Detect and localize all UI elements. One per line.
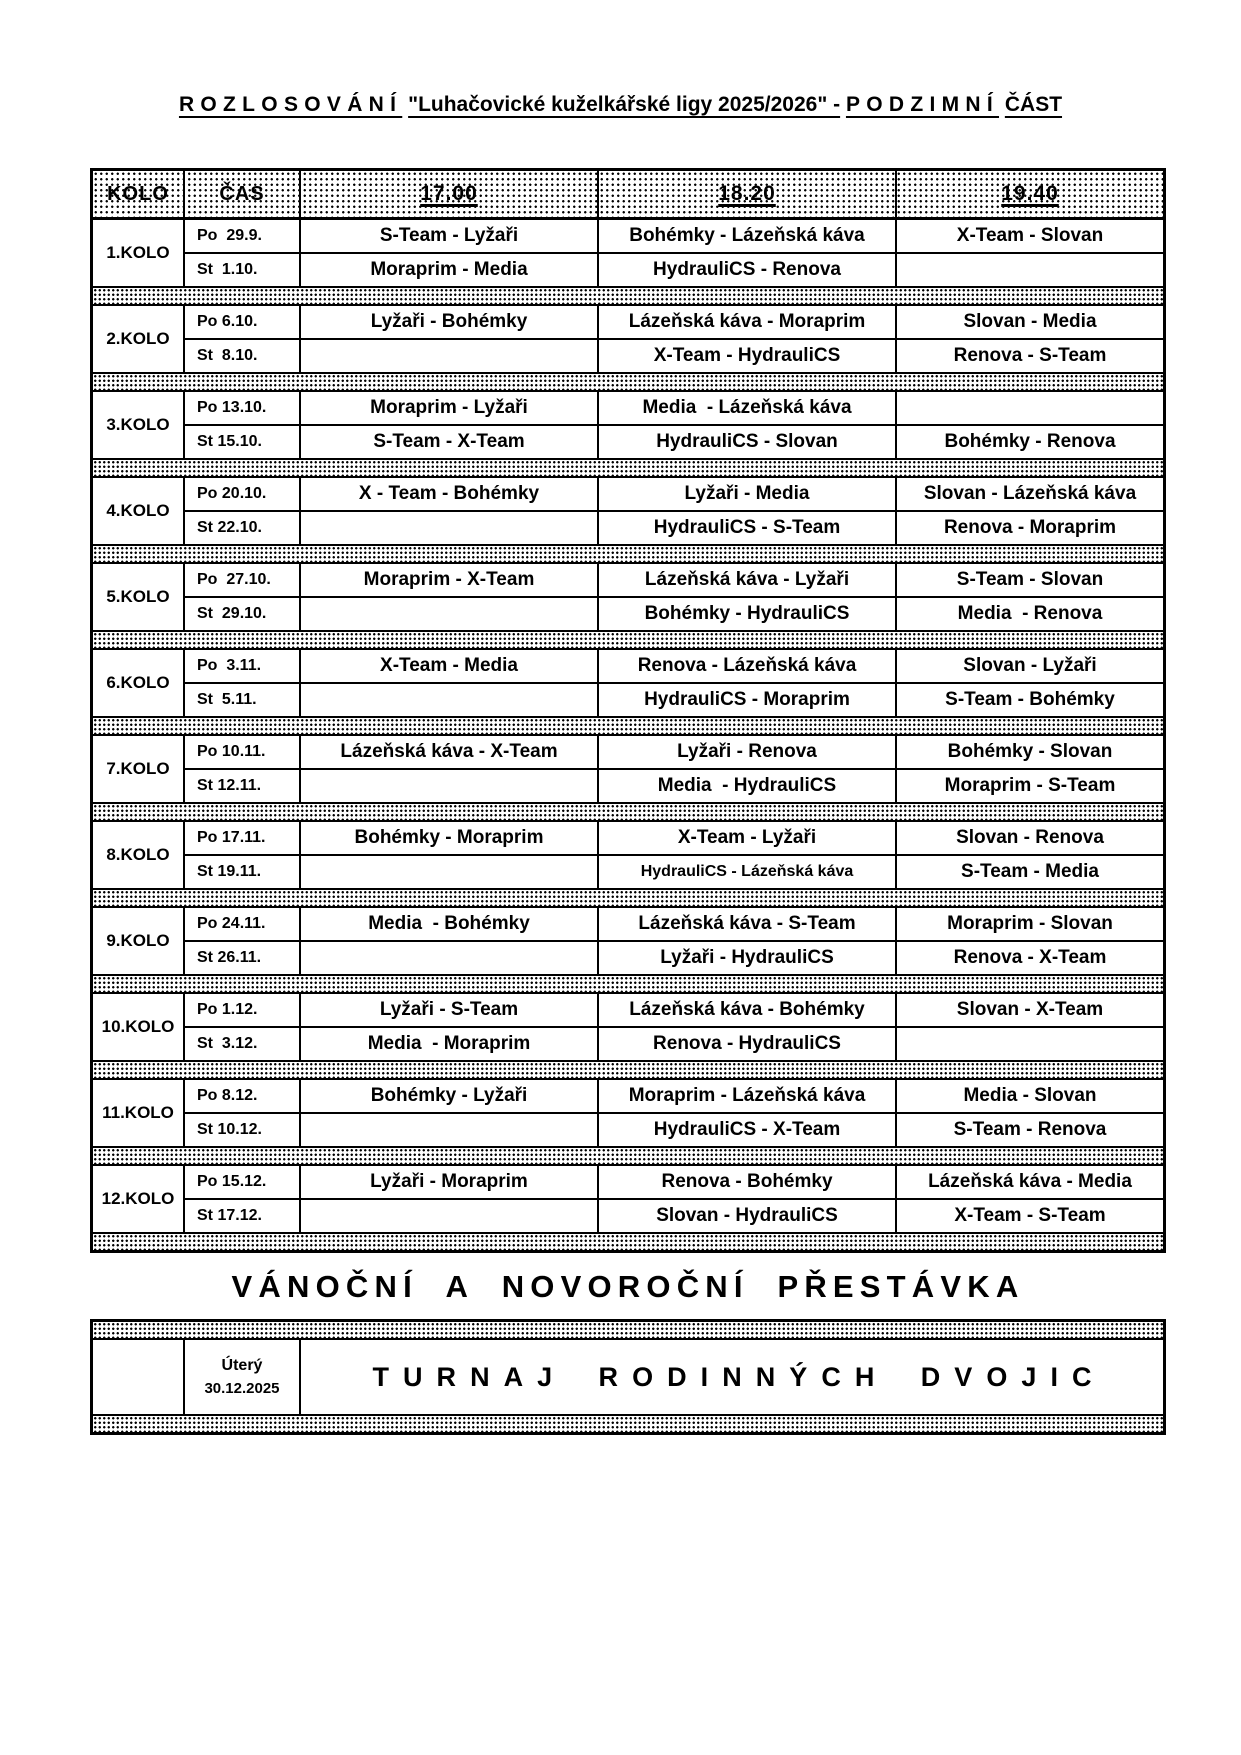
halftone-band [93, 458, 1163, 478]
match-cell: S-Team - Media [961, 861, 1099, 882]
round-label: 3.KOLO [93, 392, 185, 458]
header-cas-label: ČAS [219, 182, 265, 205]
empty-match-cell [301, 856, 599, 888]
round-grid [93, 822, 1163, 888]
empty-match-cell [897, 1028, 1163, 1060]
halftone-band [93, 1060, 1163, 1080]
header-cas [185, 171, 301, 217]
match-cell: HydrauliCS - Lázeňská káva [599, 856, 897, 888]
round-grid [93, 306, 1163, 372]
match-cell: Media - Slovan [897, 1080, 1163, 1114]
halftone-band [93, 544, 1163, 564]
match-cell: Lyžaři - HydrauliCS [599, 942, 897, 974]
match-cell: Lázeňská káva - X-Team [301, 736, 599, 770]
header-kolo-label: KOLO [107, 182, 169, 205]
date-cell: Po 13.10. [185, 392, 301, 426]
round-block [93, 1080, 1163, 1166]
break-heading: VÁNOČNÍ A NOVOROČNÍ PŘESTÁVKA [231, 1269, 1025, 1304]
date-cell: St 22.10. [185, 512, 301, 544]
slot-label: 17.00 [420, 182, 478, 205]
match-cell: Lyžaři - Moraprim [301, 1166, 599, 1200]
round-block [93, 220, 1163, 306]
empty-match-cell [897, 254, 1163, 286]
date-cell: Po 1.12. [185, 994, 301, 1028]
match-cell: Moraprim - X-Team [301, 564, 599, 598]
match-cell: Moraprim - S-Team [944, 775, 1116, 796]
round-block [93, 650, 1163, 736]
round-label: 11.KOLO [93, 1080, 185, 1146]
halftone-band [93, 802, 1163, 822]
match-cell: Renova - Bohémky [599, 1166, 897, 1200]
match-cell: Moraprim - Lázeňská káva [599, 1080, 897, 1114]
halftone-band [93, 286, 1163, 306]
tournament-date: 30.12.2025 [204, 1379, 280, 1397]
halftone-band [93, 1322, 1163, 1340]
round-block [93, 392, 1163, 478]
tournament-row [93, 1340, 1163, 1414]
round-label: 4.KOLO [93, 478, 185, 544]
match-cell: Lyžaři - Bohémky [301, 306, 599, 340]
date-cell: Po 20.10. [185, 478, 301, 512]
match-cell: S-Team - Bohémky [945, 689, 1115, 710]
title-segment: "Luhačovické kuželkářské ligy 2025/2026" - [408, 93, 841, 116]
match-cell: X-Team - S-Team [954, 1205, 1106, 1226]
match-cell: Lázeňská káva - Moraprim [599, 306, 897, 340]
empty-match-cell [301, 770, 599, 802]
round-grid [93, 220, 1163, 286]
empty-match-cell [301, 598, 599, 630]
date-cell: St 3.12. [185, 1028, 301, 1060]
date-cell: Po 8.12. [185, 1080, 301, 1114]
match-cell: HydrauliCS - X-Team [599, 1114, 897, 1146]
date-cell: St 5.11. [185, 684, 301, 716]
round-block [93, 822, 1163, 908]
slot-label: 19.40 [1001, 182, 1059, 205]
date-cell: Po 10.11. [185, 736, 301, 770]
match-cell: Bohémky - Lyžaři [301, 1080, 599, 1114]
schedule-body [93, 220, 1163, 1250]
match-cell: Bohémky - Lázeňská káva [599, 220, 897, 254]
match-cell: Media - Moraprim [301, 1028, 599, 1060]
header-kolo [93, 171, 185, 217]
title-segment: PODZIMNÍ [845, 93, 1000, 116]
match-cell: S-Team - Slovan [897, 564, 1163, 598]
match-cell: Slovan - X-Team [897, 994, 1163, 1028]
round-block [93, 994, 1163, 1080]
match-cell: Media - Lázeňská káva [599, 392, 897, 426]
match-cell: Moraprim - Lyžaři [301, 392, 599, 426]
date-cell: St 26.11. [185, 942, 301, 974]
match-cell: X-Team - Media [301, 650, 599, 684]
halftone-band [93, 716, 1163, 736]
tournament-date-cell [185, 1340, 301, 1414]
date-cell: St 19.11. [185, 856, 301, 888]
match-cell: Bohémky - HydrauliCS [599, 598, 897, 630]
match-cell: Bohémky - Renova [944, 431, 1116, 452]
date-cell: St 12.11. [185, 770, 301, 802]
header-slot-1700 [301, 171, 599, 217]
date-cell: St 10.12. [185, 1114, 301, 1146]
match-cell: Bohémky - Moraprim [301, 822, 599, 856]
round-label: 7.KOLO [93, 736, 185, 802]
tournament-box [90, 1319, 1166, 1435]
halftone-band [93, 372, 1163, 392]
match-cell: Slovan - Media [897, 306, 1163, 340]
round-block [93, 478, 1163, 564]
match-cell: S-Team - Renova [953, 1119, 1107, 1140]
match-cell: Lázeňská káva - Bohémky [599, 994, 897, 1028]
halftone-band [93, 630, 1163, 650]
match-cell: X-Team - Slovan [897, 220, 1163, 254]
date-cell: St 29.10. [185, 598, 301, 630]
round-block [93, 306, 1163, 392]
match-cell: Lázeňská káva - Lyžaři [599, 564, 897, 598]
round-grid [93, 1166, 1163, 1232]
match-cell: Slovan - Lázeňská káva [897, 478, 1163, 512]
round-label: 8.KOLO [93, 822, 185, 888]
page-title [0, 0, 1241, 118]
round-grid [93, 650, 1163, 716]
round-label: 6.KOLO [93, 650, 185, 716]
date-cell: St 15.10. [185, 426, 301, 458]
date-cell: Po 27.10. [185, 564, 301, 598]
empty-match-cell [301, 942, 599, 974]
match-cell: Media - HydrauliCS [599, 770, 897, 802]
match-cell: HydrauliCS - Renova [599, 254, 897, 286]
empty-match-cell [301, 340, 599, 372]
empty-match-cell [301, 512, 599, 544]
match-cell: Renova - Moraprim [943, 517, 1117, 538]
round-label: 9.KOLO [93, 908, 185, 974]
match-cell: Renova - S-Team [953, 345, 1107, 366]
match-cell: Slovan - HydrauliCS [599, 1200, 897, 1232]
match-cell: Slovan - Renova [897, 822, 1163, 856]
date-cell: Po 29.9. [185, 220, 301, 254]
match-cell: S-Team - X-Team [301, 426, 599, 458]
match-cell: Media - Renova [957, 603, 1103, 624]
round-label: 12.KOLO [93, 1166, 185, 1232]
date-cell: Po 17.11. [185, 822, 301, 856]
halftone-band [93, 1232, 1163, 1250]
round-block [93, 908, 1163, 994]
round-grid [93, 392, 1163, 458]
round-label: 5.KOLO [93, 564, 185, 630]
round-label: 10.KOLO [93, 994, 185, 1060]
match-cell: HydrauliCS - Moraprim [599, 684, 897, 716]
date-cell: Po 24.11. [185, 908, 301, 942]
match-cell: Bohémky - Slovan [897, 736, 1163, 770]
schedule-table [90, 168, 1166, 1253]
date-cell: St 17.12. [185, 1200, 301, 1232]
round-block [93, 1166, 1163, 1250]
match-cell: Renova - Lázeňská káva [599, 650, 897, 684]
round-label: 2.KOLO [93, 306, 185, 372]
halftone-band [93, 1414, 1163, 1432]
tournament-title: TURNAJ RODINNÝCH DVOJIC [372, 1361, 1106, 1392]
empty-cell [93, 1340, 185, 1414]
match-cell: X - Team - Bohémky [301, 478, 599, 512]
match-cell: Media - Bohémky [301, 908, 599, 942]
round-grid [93, 994, 1163, 1060]
match-cell: Renova - HydrauliCS [599, 1028, 897, 1060]
match-cell: HydrauliCS - S-Team [599, 512, 897, 544]
round-grid [93, 564, 1163, 630]
date-cell: St 8.10. [185, 340, 301, 372]
halftone-band [93, 1146, 1163, 1166]
match-cell: X-Team - Lyžaři [599, 822, 897, 856]
halftone-band [93, 974, 1163, 994]
header-slot-1820 [599, 171, 897, 217]
round-label: 1.KOLO [93, 220, 185, 286]
match-cell: Lázeňská káva - Media [897, 1166, 1163, 1200]
halftone-band [93, 888, 1163, 908]
match-cell: Moraprim - Slovan [897, 908, 1163, 942]
empty-match-cell [301, 684, 599, 716]
round-grid [93, 736, 1163, 802]
round-grid [93, 908, 1163, 974]
round-grid [93, 478, 1163, 544]
match-cell: Lyžaři - S-Team [301, 994, 599, 1028]
date-cell: Po 3.11. [185, 650, 301, 684]
title-segment: ROZLOSOVÁNÍ [178, 93, 403, 116]
match-cell: Lyžaři - Renova [599, 736, 897, 770]
match-cell: Lyžaři - Media [599, 478, 897, 512]
table-header-row [93, 171, 1163, 220]
tournament-day: Úterý [221, 1356, 263, 1374]
round-block [93, 564, 1163, 650]
empty-match-cell [301, 1114, 599, 1146]
empty-match-cell [897, 392, 1163, 426]
match-cell: Slovan - Lyžaři [897, 650, 1163, 684]
match-cell: Renova - X-Team [953, 947, 1107, 968]
match-cell: Lázeňská káva - S-Team [599, 908, 897, 942]
match-cell: S-Team - Lyžaři [301, 220, 599, 254]
round-grid [93, 1080, 1163, 1146]
match-cell: HydrauliCS - Slovan [599, 426, 897, 458]
match-cell: Moraprim - Media [301, 254, 599, 286]
title-segment: ČÁST [1004, 93, 1063, 116]
round-block [93, 736, 1163, 822]
header-slot-1940 [897, 171, 1163, 217]
date-cell: Po 6.10. [185, 306, 301, 340]
match-cell: X-Team - HydrauliCS [599, 340, 897, 372]
empty-match-cell [301, 1200, 599, 1232]
slot-label: 18.20 [718, 182, 776, 205]
date-cell: Po 15.12. [185, 1166, 301, 1200]
date-cell: St 1.10. [185, 254, 301, 286]
